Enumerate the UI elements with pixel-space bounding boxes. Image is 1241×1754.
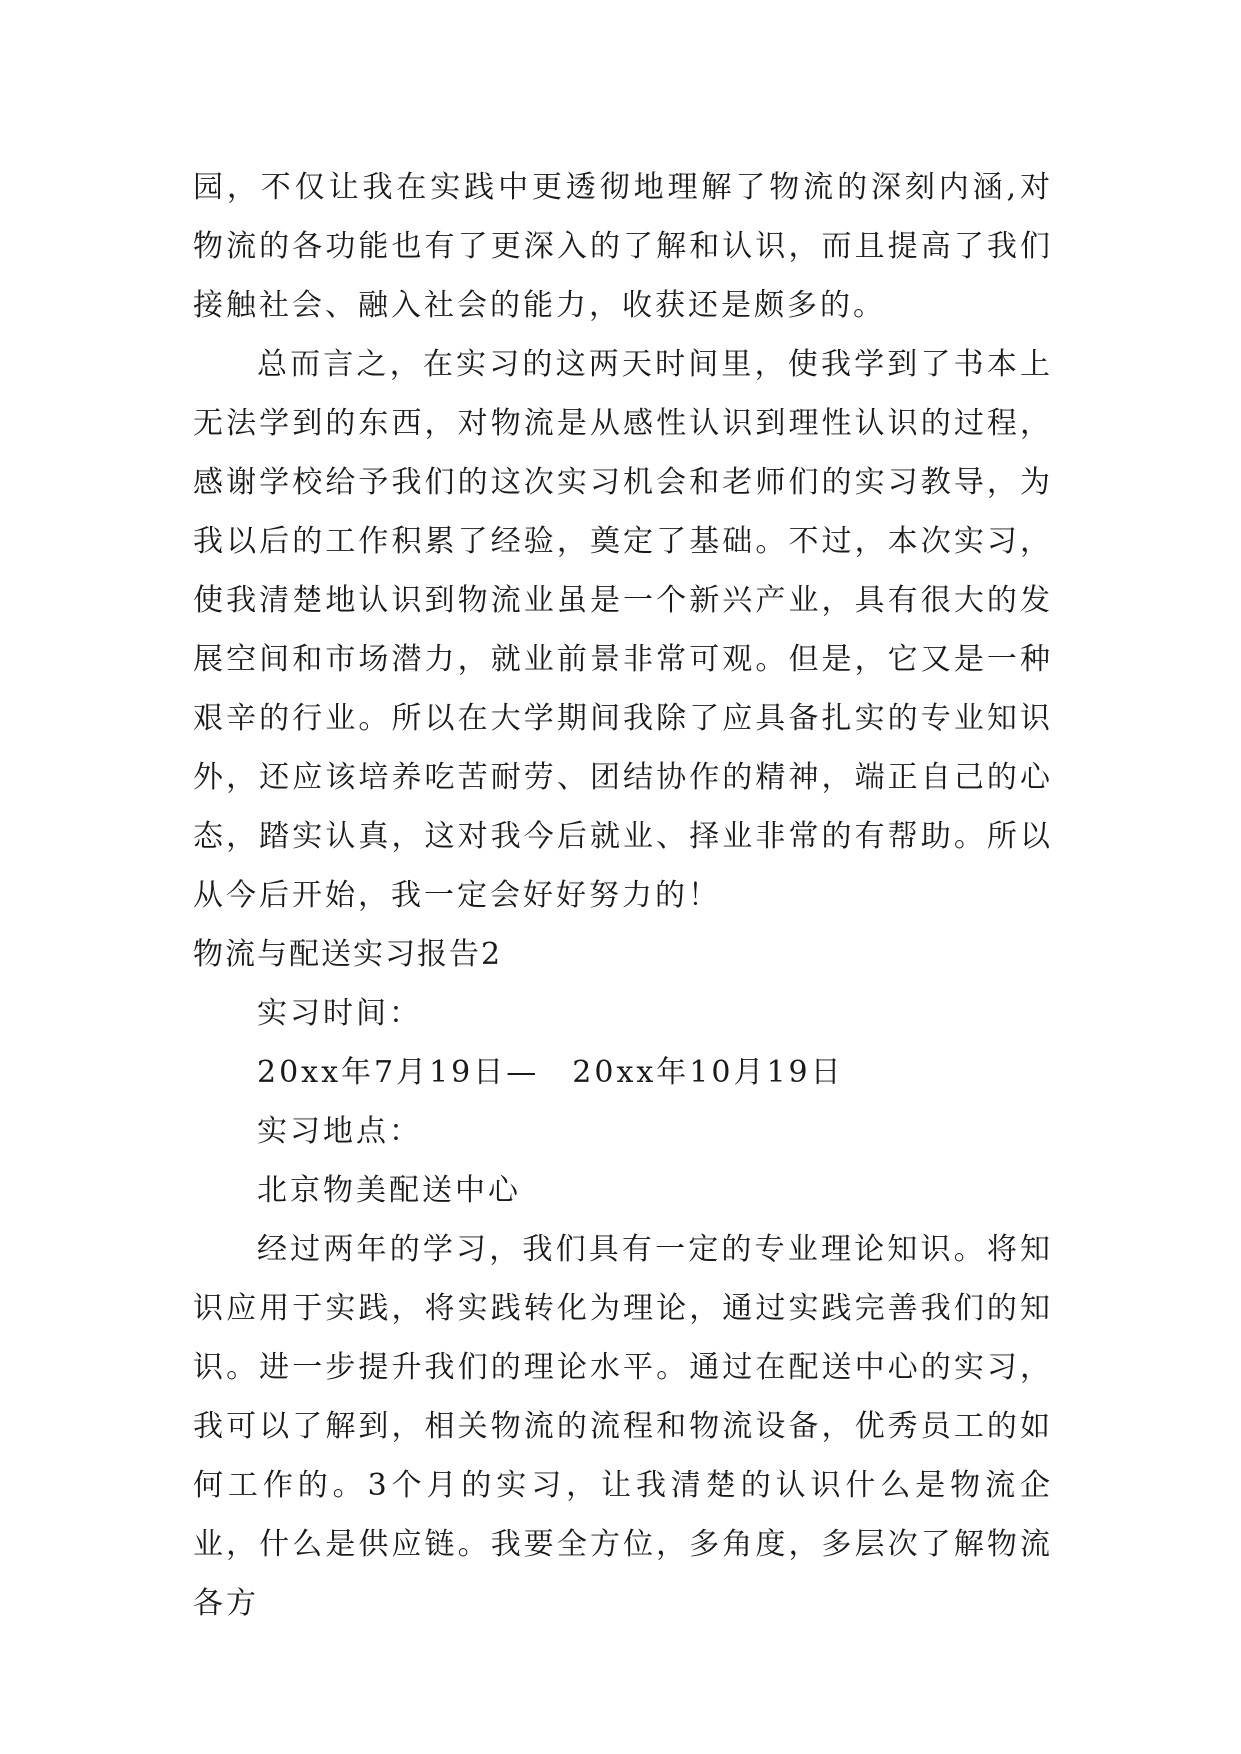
continuation-paragraph: 园，不仅让我在实践中更透彻地理解了物流的深刻内涵,对物流的各功能也有了更深入的了解和认识，而且提高了我们接触社会、融入社会的能力，收获还是颇多的。: [193, 170, 1053, 323]
internship-time-value: 20xx年7月19日— 20xx年10月19日: [257, 1055, 844, 1090]
internship-location-label: 实习地点：: [257, 1114, 422, 1149]
summary-paragraph: 总而言之，在实习的这两天时间里，使我学到了书本上无法学到的东西，对物流是从感性认识到理性认识的过程，感谢学校给予我们的这次实习机会和老师们的实习教导，为我以后的工作积累了经验，奠定了基础。不过，本次实习，使我清楚地认识到物流业虽是一个新兴产业，具有很大的发展空间和市场潜力，就业前景非常可观。但是，它又是一种艰辛的行业。所以在大学期间我除了应具备扎实的专业知识外，还应该培养吃苦耐劳、团结协作的精神，端正自己的心态，踏实认真，这对我今后就业、择业非常的有帮助。所以从今后开始，我一定会好好努力的！: [193, 347, 1053, 913]
internship-time-label: 实习时间：: [257, 996, 422, 1031]
internship-location-value: 北京物美配送中心: [257, 1173, 521, 1208]
intro-paragraph: 经过两年的学习，我们具有一定的专业理论知识。将知识应用于实践，将实践转化为理论，通过实践完善我们的知识。进一步提升我们的理论水平。通过在配送中心的实习，我可以了解到，相关物流的流程和物流设备，优秀员工的如何工作的。3个月的实习，让我清楚的认识什么是物流企业，什么是供应链。我要全方位，多角度，多层次了解物流各方: [193, 1232, 1053, 1621]
document-body: [193, 158, 1053, 1633]
section-title: 物流与配送实习报告2: [193, 937, 503, 972]
